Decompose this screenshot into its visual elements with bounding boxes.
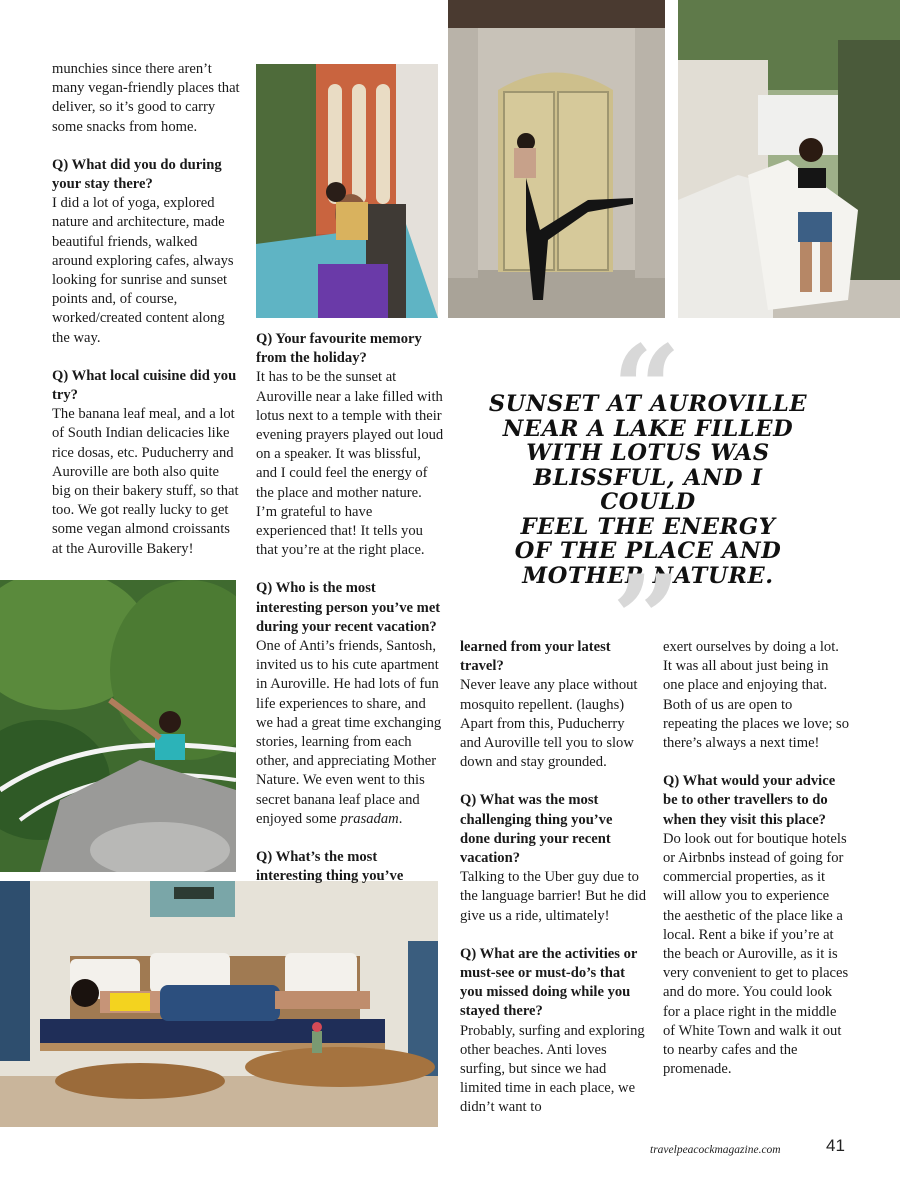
col4-paragraph-1: exert ourselves by doing a lot. It was all about just being in one place and enjoying that. Both of us are open to repeating the places we love; so there’s always a next time! [663,639,849,752]
col3-qa-2 [460,791,646,925]
column-1 [52,60,240,578]
question: Q) What would your advice be to other travellers to do when they visit this place? [663,773,836,828]
question-continued: learned from your latest travel? [460,639,611,675]
question: Q) What did you do during your stay there? [52,156,222,193]
photo-woman-on-wall [678,0,900,318]
pull-quote-line: OF THE PLACE AND [514,538,782,564]
column-4 [663,638,849,1098]
photo-pool-yoga [256,64,438,318]
answer: It has to be the sunset at Auroville near a lake filled with lotus next to a temple with their evening prayers played out loud on a speaker. It was blissful, and I could feel the energy of the place and mother nature. I’m grateful to have experienced that! It tells you that you’re at the right place. [256,369,444,559]
photo-lounging-bench [0,881,438,1127]
answer-italic: prasadam [340,810,399,827]
col1-qa-3 [52,367,240,559]
answer: Talking to the Uber guy due to the language barrier! But he did give us a ride, ultimately! [460,869,646,924]
footer-url: travelpeacockmagazine.com [650,1144,781,1156]
pull-quote-line: MOTHER NATURE. [522,562,774,589]
photo-spiral-staircase [0,580,236,872]
question: Q) What’s the most interesting thing you’ve [256,849,404,885]
open-quote-mark-icon: “ [612,319,682,460]
pull-quote-line: NEAR A LAKE FILLED [502,415,794,442]
close-quote-mark-icon: ” [612,549,682,690]
question: Q) What local cuisine did you try? [52,367,237,404]
column-2 [256,330,444,905]
col2-qa-3 [256,848,444,886]
answer-end: . [398,810,403,827]
question: Q) What are the activities or must-see or must-do’s that you missed doing while you stayed there? [460,945,638,1020]
page-number: 41 [826,1136,845,1155]
answer: The banana leaf meal, and a lot of South Indian delicacies like rice dosas, etc. Puducherry and Auroville are both also quite big on their bakery stuff, so that too. We got really lucky to get some vegan almond croissants at the Auroville Bakery! [52,406,239,557]
col1-qa-2 [52,156,240,348]
pull-quote-line: FEEL THE ENERGY [520,513,776,540]
answer: Never leave any place without mosquito repellent. (laughs) Apart from this, Puducherry and Auroville tell you to slow down and stay grounded. [460,677,638,771]
col4-qa-2 [663,772,849,1079]
col2-qa-1 [256,330,444,560]
answer: Probably, surfing and exploring other beaches. Anti loves surfing, but since we had limited time in each place, we didn’t want to [460,1022,645,1116]
question: Q) What was the most challenging thing you’ve done during your recent vacation? [460,792,613,867]
answer: I did a lot of yoga, explored nature and architecture, made beautiful friends, walked around exploring cafes, always looking for sunrise and sunset points and, of course, worked/created content along the way. [52,195,234,346]
col1-paragraph-1: munchies since there aren’t many vegan-friendly places that deliver, so it’s good to carry some snacks from home. [52,61,240,135]
pull-quote-line: BLISSFUL, AND I COULD [533,464,763,515]
question: Q) Who is the most interesting person you’ve met during your recent vacation? [256,580,441,635]
pull-quote-line: SUNSET AT AUROVILLE [488,391,808,417]
photo-dancer-doorway [448,0,665,318]
col2-qa-2 [256,579,444,829]
col3-qa-3 [460,945,646,1118]
column-3 [460,638,646,1137]
pull-quote-line: WITH LOTUS WAS [526,440,770,466]
answer: One of Anti’s friends, Santosh, invited us to his cute apartment in Auroville. He had lots of fun life experiences to share, and we had a great time exchanging stories, learning from each other, and appreciating Mother Nature. We even went to this secret banana leaf place and enjoyed some [256,638,442,827]
question: Q) Your favourite memory from the holiday? [256,331,422,367]
answer: Do look out for boutique hotels or Airbnbs instead of going for commercial properties, as it will allow you to experience the aesthetic of the place like a local. Rent a bike if you’re at the beach or Auroville, as it is very convenient to get to places and do more. You could look for a place right in the middle of White Town and walk it out to nearby cafes and the promenade. [663,830,849,1078]
